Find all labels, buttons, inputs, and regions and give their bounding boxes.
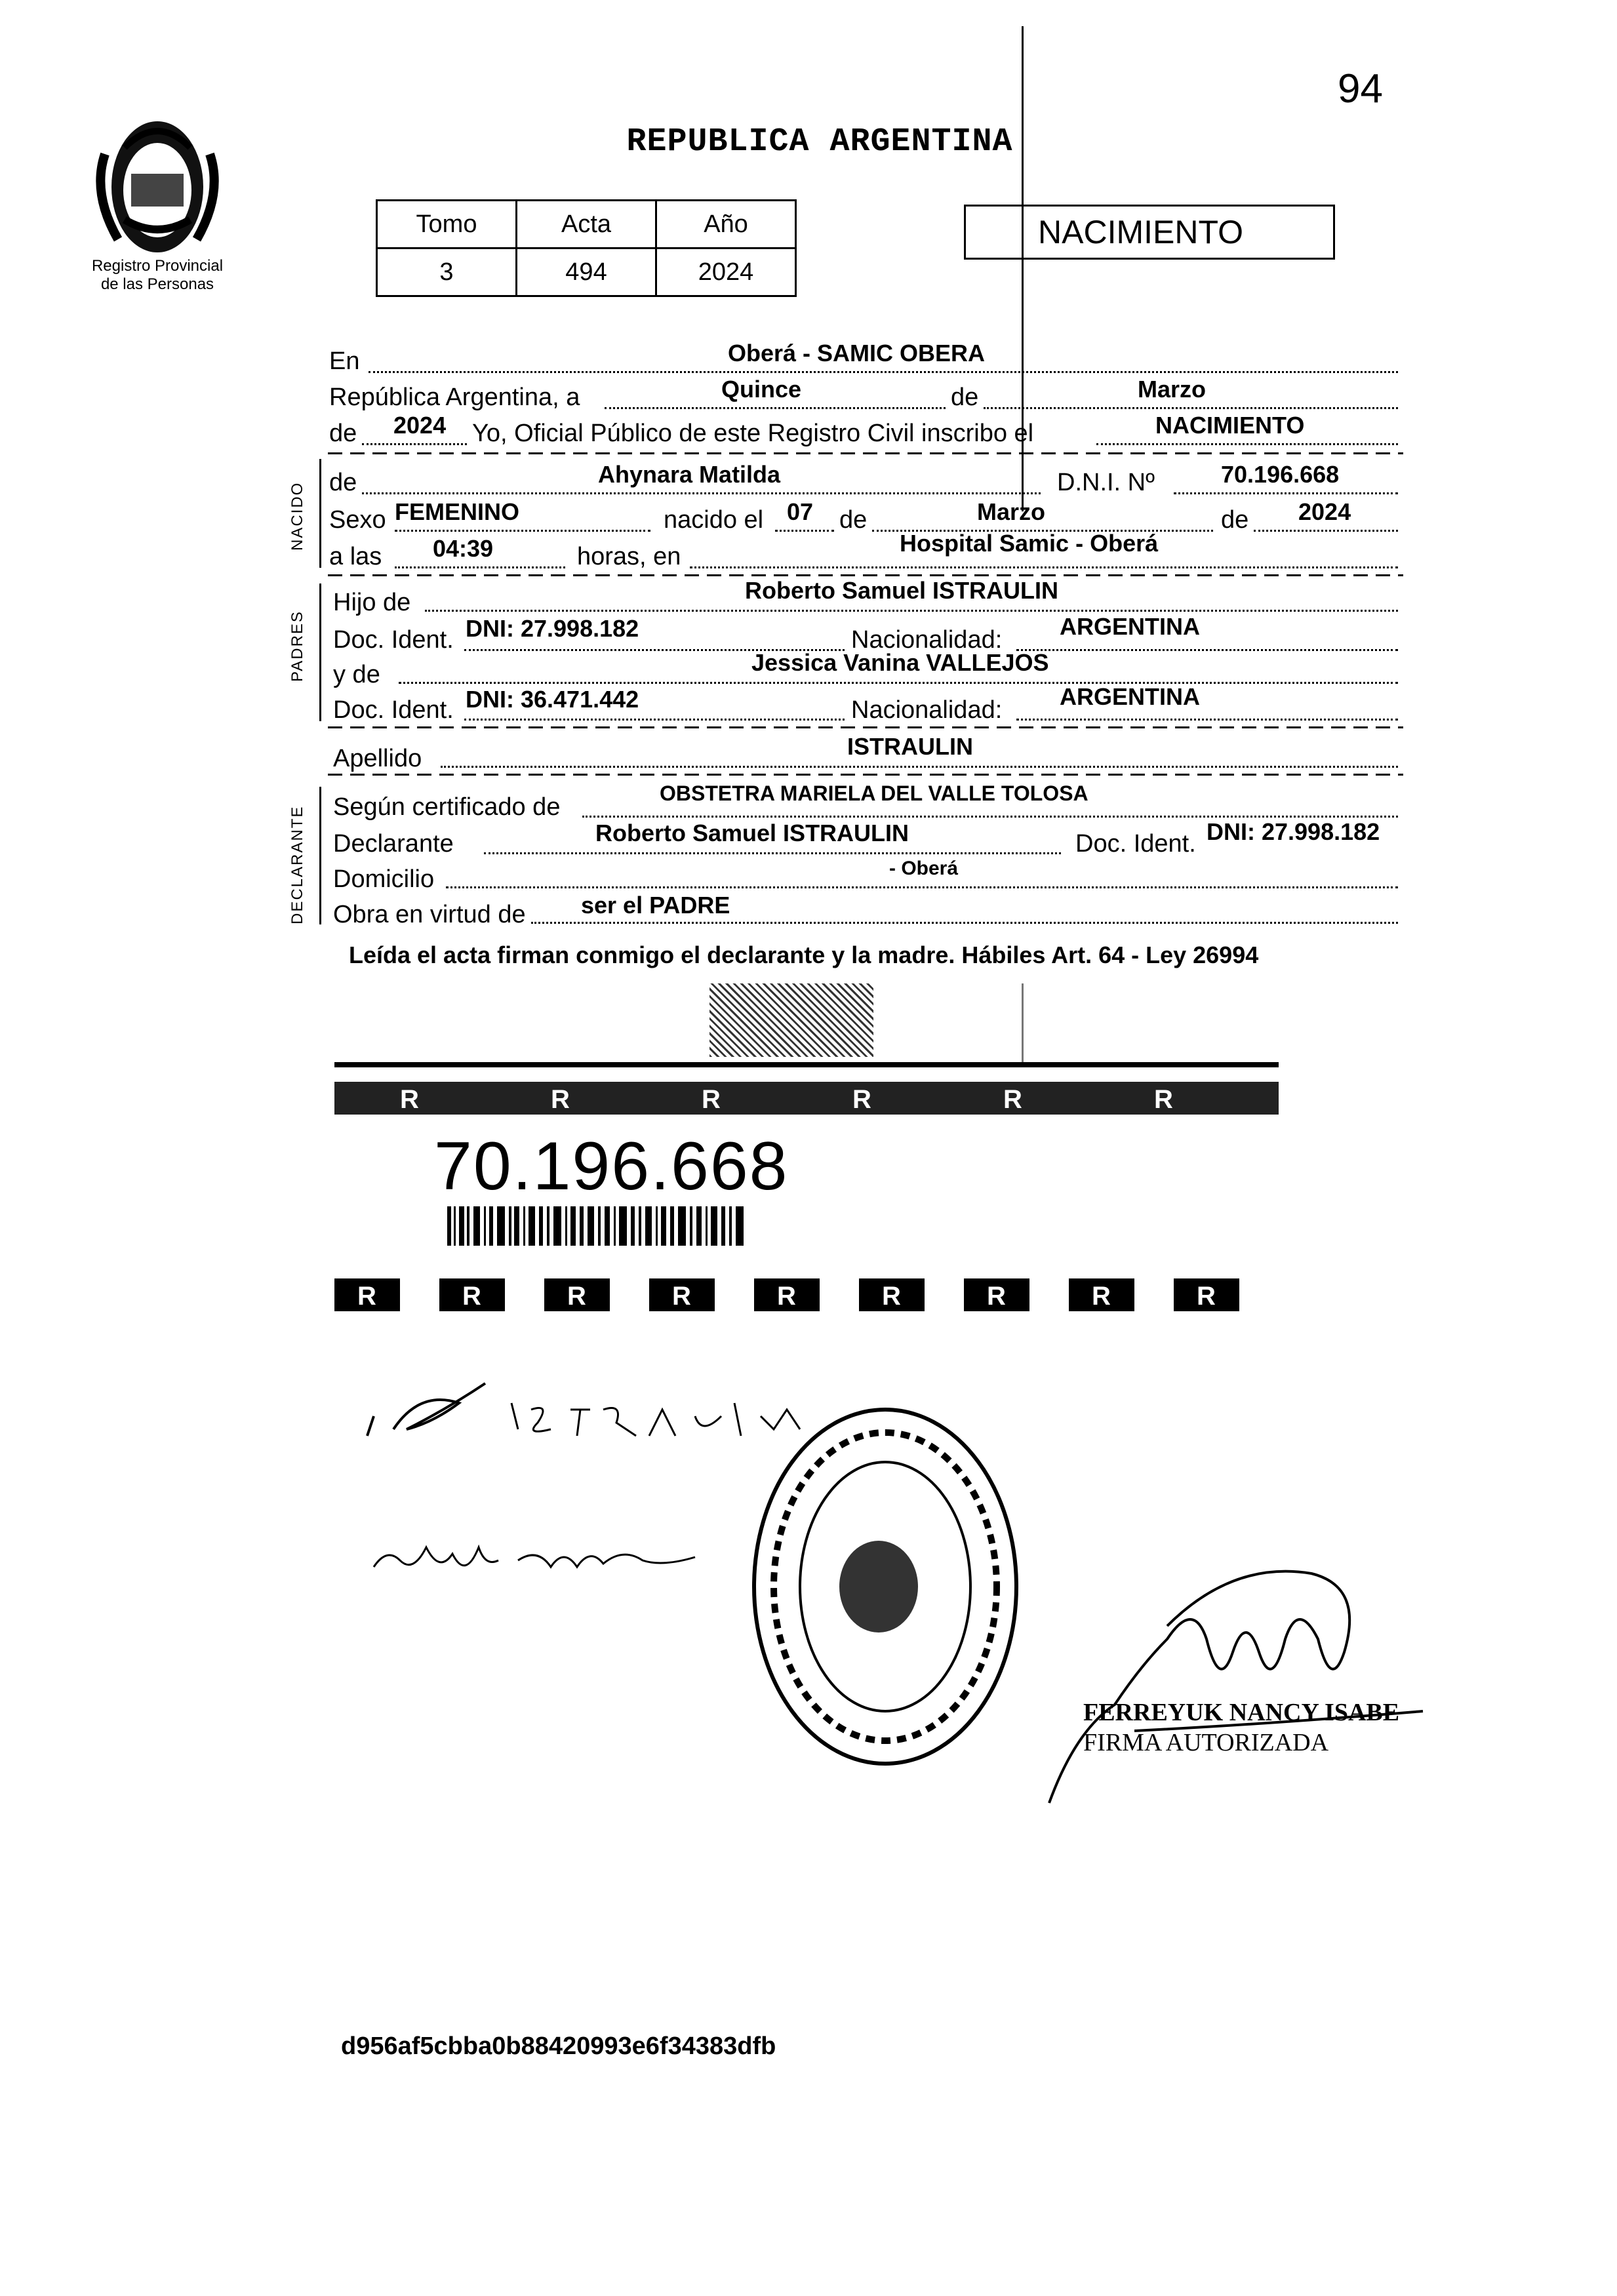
label-doc-ident-mother: Doc. Ident.: [333, 696, 454, 724]
line-en: [369, 371, 1398, 373]
record-type-box: [964, 205, 1335, 260]
label-yo-oficial: Yo, Oficial Público de este Registro Civil inscribo el: [472, 420, 1034, 447]
registry-caption: [66, 257, 249, 294]
label-doc-ident-declarant: Doc. Ident.: [1075, 830, 1196, 858]
tomo-header: Tomo: [377, 201, 517, 248]
line-dni: [1174, 492, 1398, 494]
label-nacido-el: nacido el: [664, 506, 764, 534]
svg-text:R: R: [852, 1085, 871, 1114]
value-month: Marzo: [1138, 376, 1207, 403]
acta-value: 494: [517, 248, 656, 296]
label-nacionalidad-mother: Nacionalidad:: [851, 696, 1003, 724]
official-signature: [1036, 1560, 1429, 1810]
page-number: 94: [1338, 66, 1383, 111]
value-sex: FEMENINO: [395, 498, 520, 525]
line-birth-day: [775, 530, 834, 532]
label-de-birth-month: de: [839, 506, 868, 534]
side-label-padres: PADRES: [289, 610, 306, 682]
label-dni-no: D.N.I. Nº: [1057, 469, 1155, 496]
value-declarant-name: Roberto Samuel ISTRAULIN: [595, 820, 909, 846]
bracket-declarante: [319, 787, 321, 924]
label-apellido: Apellido: [333, 745, 422, 772]
label-declarante: Declarante: [333, 830, 454, 858]
barcode: [447, 1206, 749, 1246]
value-day-words: Quince: [721, 376, 802, 403]
fold-line-lower: [1022, 983, 1024, 1062]
security-band-bottom: [334, 1265, 1279, 1318]
svg-text:R: R: [882, 1282, 901, 1311]
svg-text:R: R: [551, 1085, 570, 1114]
separator-1: [328, 452, 1403, 454]
closing-statement: Leída el acta firman conmigo el declarante y la madre. Hábiles Art. 64 - Ley 26994: [349, 941, 1259, 968]
value-birth-month: Marzo: [977, 498, 1046, 525]
svg-text:R: R: [777, 1282, 796, 1311]
svg-text:R: R: [702, 1085, 721, 1114]
line-month: [984, 407, 1398, 409]
value-mother-nationality: ARGENTINA: [1060, 683, 1200, 710]
line-certificate: [582, 816, 1398, 818]
value-mother-doc: DNI: 36.471.442: [466, 686, 639, 713]
line-record: [1096, 443, 1398, 445]
line-virtue: [531, 922, 1398, 924]
country-title: REPUBLICA ARGENTINA: [626, 123, 1013, 161]
tomo-value: 3: [377, 248, 517, 296]
label-en: En: [329, 347, 360, 375]
label-sexo: Sexo: [329, 506, 386, 534]
value-child-dni: 70.196.668: [1221, 461, 1340, 488]
label-de-birth-year: de: [1221, 506, 1249, 534]
bracket-padres: [319, 584, 321, 721]
line-time: [395, 566, 565, 568]
value-father-doc: DNI: 27.998.182: [466, 615, 639, 642]
value-surname: ISTRAULIN: [847, 733, 973, 760]
separator-2: [328, 574, 1403, 576]
line-day: [605, 407, 946, 409]
value-birth-day: 07: [787, 498, 814, 525]
registry-caption-line2: de las Personas: [100, 275, 214, 293]
svg-text:R: R: [357, 1282, 376, 1311]
official-name: FERREYUK NANCY ISABE: [1083, 1699, 1400, 1726]
separator-4: [328, 774, 1403, 776]
anio-value: 2024: [656, 248, 796, 296]
label-a-las: a las: [329, 543, 382, 570]
side-label-nacido: NACIDO: [289, 481, 306, 551]
line-sexo: [395, 530, 650, 532]
label-de-month: de: [951, 384, 979, 411]
svg-text:R: R: [400, 1085, 419, 1114]
svg-text:R: R: [987, 1282, 1006, 1311]
official-stamp: [748, 1403, 1023, 1770]
line-name: [362, 492, 1041, 494]
value-by-virtue-of: ser el PADRE: [581, 892, 730, 919]
registry-caption-line1: Registro Provincial: [91, 257, 224, 275]
label-hijo-de: Hijo de: [333, 589, 411, 616]
value-address: - Oberá: [889, 858, 959, 879]
value-birth-place: Hospital Samic - Oberá: [900, 530, 1159, 557]
svg-text:R: R: [1003, 1085, 1022, 1114]
record-table: [376, 199, 797, 297]
label-de-name: de: [329, 469, 357, 496]
official-role: FIRMA AUTORIZADA: [1083, 1729, 1329, 1756]
security-hologram: [709, 983, 873, 1057]
value-certificate-by: OBSTETRA MARIELA DEL VALLE TOLOSA: [660, 782, 1088, 805]
dni-security-number: 70.196.668: [434, 1128, 789, 1204]
line-father: [425, 610, 1398, 612]
label-domicilio: Domicilio: [333, 865, 435, 893]
document-hash: d956af5cbba0b88420993e6f34383dfb: [341, 2032, 776, 2060]
value-birth-year: 2024: [1298, 498, 1351, 525]
line-father-nat: [1016, 649, 1398, 651]
label-doc-ident-father: Doc. Ident.: [333, 626, 454, 654]
line-year: [362, 443, 467, 445]
line-birth-year: [1254, 530, 1398, 532]
label-y-de: y de: [333, 661, 380, 688]
bracket-nacido: [319, 459, 321, 568]
line-declarant: [484, 852, 1061, 854]
misiones-crest-logo: [79, 108, 236, 266]
label-de-year: de: [329, 420, 357, 447]
value-declarant-doc: DNI: 27.998.182: [1207, 818, 1380, 845]
line-address: [446, 886, 1398, 888]
svg-text:R: R: [1092, 1282, 1111, 1311]
value-mother-name: Jessica Vanina VALLEJOS: [751, 649, 1049, 676]
label-horas-en: horas, en: [577, 543, 681, 570]
svg-text:R: R: [672, 1282, 691, 1311]
value-place: Oberá - SAMIC OBERA: [728, 340, 986, 366]
svg-text:R: R: [462, 1282, 481, 1311]
acta-header: Acta: [517, 201, 656, 248]
value-record: NACIMIENTO: [1155, 412, 1305, 439]
svg-text:R: R: [1197, 1282, 1216, 1311]
label-nacionalidad-father: Nacionalidad:: [851, 626, 1003, 654]
value-father-nationality: ARGENTINA: [1060, 613, 1200, 640]
value-year: 2024: [393, 412, 447, 439]
record-type: NACIMIENTO: [1038, 214, 1243, 250]
label-obra-en-virtud: Obra en virtud de: [333, 901, 526, 928]
svg-text:R: R: [1154, 1085, 1173, 1114]
mother-signature: [367, 1508, 708, 1580]
anio-header: Año: [656, 201, 796, 248]
line-mother: [399, 682, 1398, 684]
svg-text:R: R: [567, 1282, 586, 1311]
value-child-name: Ahynara Matilda: [598, 461, 781, 488]
label-republica: República Argentina, a: [329, 384, 580, 411]
line-surname: [441, 766, 1398, 768]
line-mother-doc: [464, 719, 845, 721]
line-mother-nat: [1016, 719, 1398, 721]
label-segun-certificado: Según certificado de: [333, 793, 561, 821]
side-label-declarante: DECLARANTE: [289, 805, 306, 924]
value-father-name: Roberto Samuel ISTRAULIN: [745, 577, 1059, 604]
line-birth-place: [690, 566, 1398, 568]
separator-3: [328, 726, 1403, 728]
security-band-top: [334, 1062, 1279, 1121]
value-birth-time: 04:39: [433, 535, 494, 562]
